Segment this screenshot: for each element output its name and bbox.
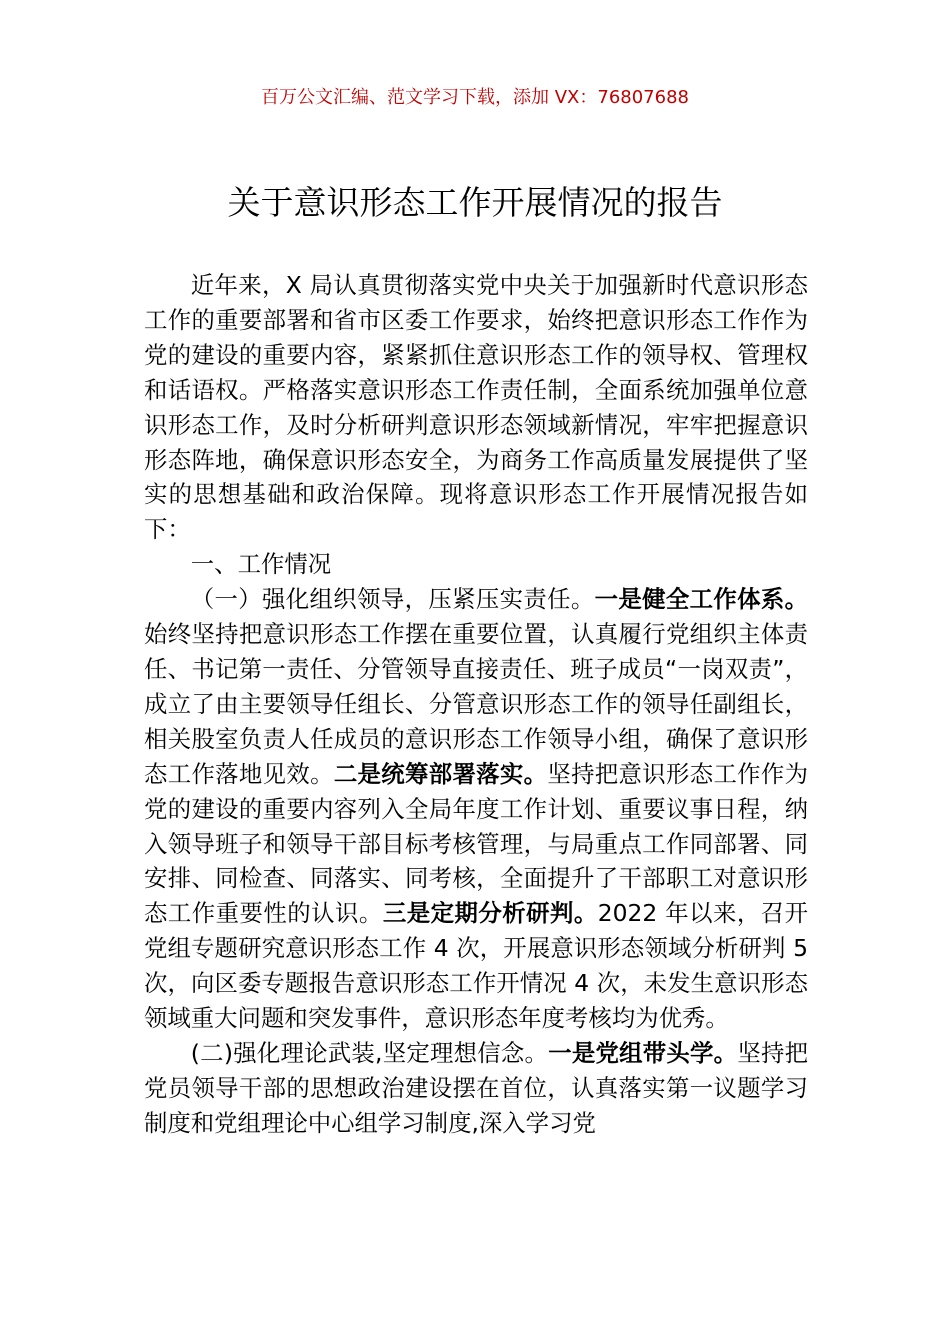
document-body	[144, 268, 808, 1141]
paragraph-text: 坚持把意识形态工作作为党的建设的重要内容列入全局年度工作计划、重要议事日程，纳入领导班子和领导干部目标考核管理，与局重点工作同部署、同安排、同检查、同落实、同考核，全面提升了干部职工对意识形态工作重要性的认识。	[144, 759, 809, 928]
subheading-strengthen-theory: (二)强化理论武装,坚定理想信念。	[190, 1038, 549, 1067]
subheading-strengthen-leadership: （一）强化组织领导，压紧压实责任。	[190, 585, 595, 614]
paragraph-text: 坚持把党员领导干部的思想政治建设摆在首位，认真落实第一议题学习制度和党组理论中心组学习制度,深入学习党	[144, 1038, 808, 1137]
section-heading-text: 一、工作情况	[190, 550, 332, 579]
bold-point-regular-analysis: 三是定期分析研判。	[382, 899, 598, 928]
watermark-header-note: 百万公文汇编、范文学习下载，添加 VX：76807688	[261, 87, 689, 108]
bold-point-party-group-leads-study: 一是党组带头学。	[548, 1038, 738, 1067]
paragraph-text: 始终坚持把意识形态工作摆在重要位置，认真履行党组织主体责任、书记第一责任、分管领导直接责任、班子成员“一岗双责”，成立了由主要领导任组长、分管意识形态工作的领导任副组长，相关股室负责人任成员的意识形态工作领导小组，确保了意识形态工作落地见效。	[144, 620, 808, 788]
paragraph-organizational-leadership	[144, 582, 808, 1036]
paragraph-theoretical-armament	[144, 1036, 808, 1141]
bold-point-improve-system: 一是健全工作体系。	[594, 585, 809, 614]
intro-text: 近年来，X 局认真贯彻落实党中央关于加强新时代意识形态工作的重要部署和省市区委工作要求，始终把意识形态工作作为党的建设的重要内容，紧紧抓住意识形态工作的领导权、管理权和话语权。严格落实意识形态工作责任制，全面系统加强单位意识形态工作，及时分析研判意识形态领域新情况，牢牢把握意识形态阵地，确保意识形态安全，为商务工作高质量发展提供了坚实的思想基础和政治保障。现将意识形态工作开展情况报告如下：	[144, 271, 808, 544]
document-title: 关于意识形态工作开展情况的报告	[227, 183, 723, 222]
bold-point-coordinate-deployment: 二是统筹部署落实。	[333, 759, 548, 788]
section-heading-work-status	[144, 547, 808, 582]
intro-paragraph	[144, 268, 808, 547]
paragraph-text: 2022 年以来，召开党组专题研究意识形态工作 4 次，开展意识形态领域分析研判 5 次，向区委专题报告意识形态工作开情况 4 次，未发生意识形态领域重大问题和突发事件，意识形态年度考核均为优秀。	[144, 899, 808, 1033]
